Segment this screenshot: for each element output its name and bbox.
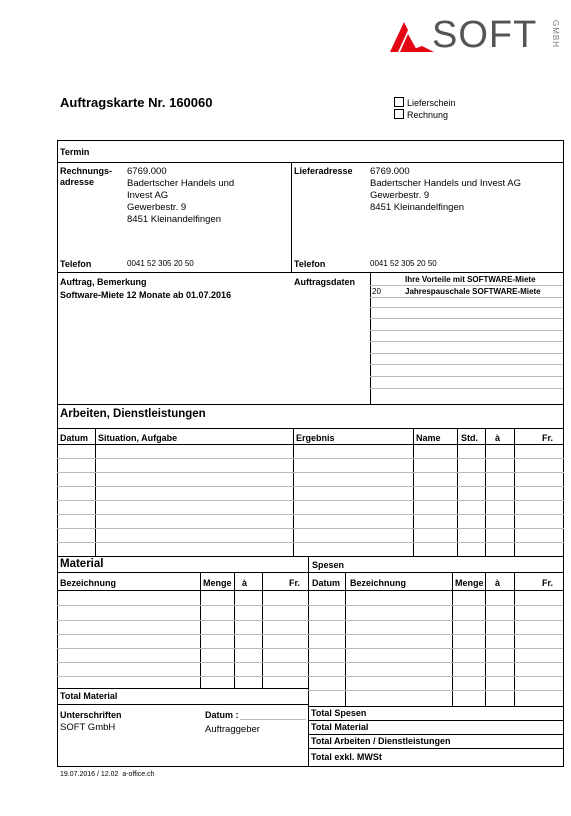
arbeiten-col-situation: Situation, Aufgabe	[98, 433, 178, 443]
spesen-title: Spesen	[312, 560, 345, 570]
arbeiten-title: Arbeiten, Dienstleistungen	[60, 408, 206, 420]
spesen-col-bezeichnung: Bezeichnung	[350, 578, 407, 588]
logo-suffix: GMBH	[551, 20, 560, 48]
spesen-col-fr: Fr.	[542, 578, 554, 588]
material-col-fr: Fr.	[289, 578, 301, 588]
checkbox-icon[interactable]	[394, 97, 404, 107]
total-exkl-mwst: Total exkl. MWSt	[311, 752, 382, 762]
datum-label: Datum :	[205, 710, 239, 720]
material-col-a: à	[242, 578, 248, 588]
telefon-right: 0041 52 305 20 50	[370, 259, 437, 268]
option-lieferschein[interactable]: Lieferschein	[394, 97, 456, 108]
rechnungsadresse-label: Rechnungs- adresse	[60, 166, 113, 187]
material-col-menge: Menge	[203, 578, 232, 588]
footer: 19.07.2016 / 12.02 a-office.ch	[60, 771, 155, 778]
telefon-label-left: Telefon	[60, 259, 92, 269]
auftrag-label: Auftrag, Bemerkung	[60, 277, 147, 287]
unterschriften-label: Unterschriften	[60, 710, 122, 720]
auftragsdaten-text: Jahrespauschale SOFTWARE-Miete	[405, 287, 541, 296]
total-material: Total Material	[311, 722, 369, 732]
signature-soft: SOFT GmbH	[60, 722, 116, 733]
option-rechnung[interactable]: Rechnung	[394, 109, 448, 120]
arbeiten-col-a: à	[495, 433, 501, 443]
auftragsdaten-header: Ihre Vorteile mit SOFTWARE-Miete	[405, 275, 536, 284]
arbeiten-col-std: Std.	[461, 433, 478, 443]
footer-date: 19.07.2016	[60, 771, 96, 778]
footer-time: 12.02	[100, 771, 119, 778]
arbeiten-col-ergebnis: Ergebnis	[296, 433, 335, 443]
telefon-left: 0041 52 305 20 50	[127, 259, 194, 268]
spesen-col-datum: Datum	[312, 578, 341, 588]
auftragsdaten-qty: 20	[372, 287, 381, 296]
spesen-col-menge: Menge	[455, 578, 484, 588]
arbeiten-col-name: Name	[416, 433, 441, 443]
signature-auftraggeber: Auftraggeber	[205, 724, 260, 735]
auftrag-text: Software-Miete 12 Monate ab 01.07.2016	[60, 290, 232, 300]
page-title: Auftragskarte Nr. 160060	[60, 95, 213, 110]
lieferadresse: 6769.000 Badertscher Handels und Invest AG Gewerbestr. 9 8451 Kleinandelfingen	[370, 166, 522, 213]
logo-text: SOFT	[432, 14, 538, 56]
spesen-col-a: à	[495, 578, 501, 588]
arbeiten-col-datum: Datum	[60, 433, 89, 443]
material-col-bezeichnung: Bezeichnung	[60, 578, 117, 588]
logo-mark	[388, 20, 436, 54]
telefon-label-right: Telefon	[294, 259, 326, 269]
termin-label: Termin	[60, 147, 90, 157]
footer-site: a-office.ch	[122, 771, 155, 778]
total-spesen: Total Spesen	[311, 708, 367, 718]
lieferadresse-label: Lieferadresse	[294, 166, 353, 176]
arbeiten-col-fr: Fr.	[542, 433, 554, 443]
material-title: Material	[60, 558, 104, 570]
auftragsdaten-label: Auftragsdaten	[294, 277, 356, 287]
total-material-left: Total Material	[60, 691, 118, 701]
rechnungsadresse: 6769.000 Badertscher Handels und Invest AG Gewerbestr. 9 8451 Kleinandelfingen	[127, 166, 235, 225]
checkbox-icon[interactable]	[394, 109, 404, 119]
total-arbeiten: Total Arbeiten / Dienstleistungen	[311, 736, 451, 746]
